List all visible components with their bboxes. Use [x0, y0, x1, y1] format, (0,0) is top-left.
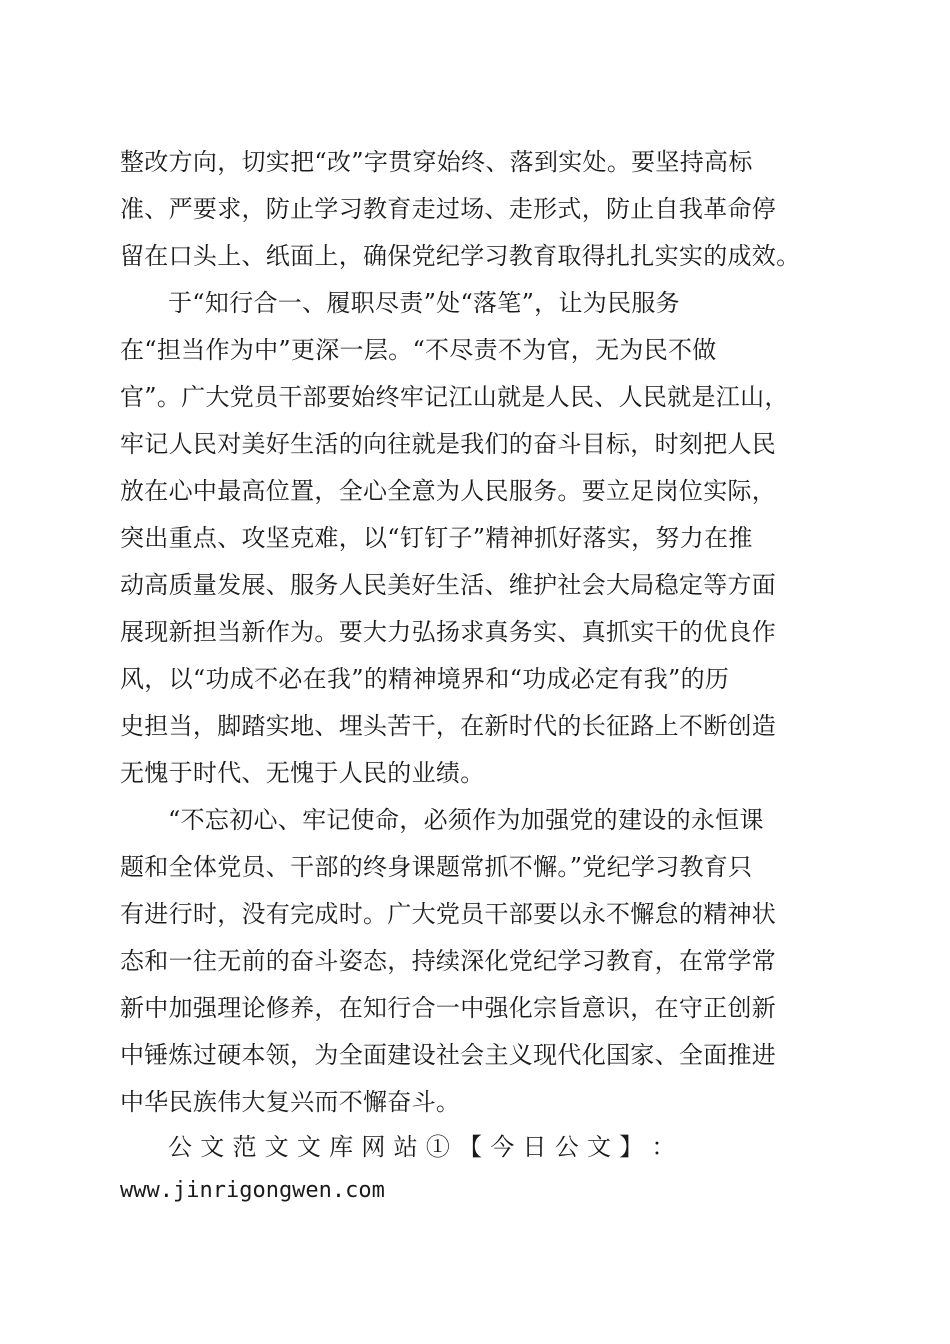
- paragraph-2-line-11: 无愧于时代、无愧于人民的业绩。: [120, 759, 485, 787]
- paragraph-3-line-4: 态和一往无前的奋斗姿态，持续深化党纪学习教育，在常学常: [120, 947, 777, 975]
- paragraph-2-line-8: 展现新担当新作为。要大力弘扬求真务实、真抓实干的优良作: [120, 618, 777, 646]
- footer-site-line: 公 文 范 文 文 库 网 站 ① 【 今 日 公 文 】 ：: [168, 1133, 676, 1161]
- paragraph-1-line-2: 准、严要求，防止学习教育走过场、走形式，防止自我革命停: [120, 195, 777, 223]
- paragraph-1-line-1: 整改方向，切实把“改”字贯穿始终、落到实处。要坚持高标: [120, 148, 753, 176]
- paragraph-2-line-10: 史担当，脚踏实地、埋头苦干，在新时代的长征路上不断创造: [120, 712, 777, 740]
- paragraph-2-line-1: 于“知行合一、履职尽责”处“落笔”，让为民服务: [168, 289, 680, 317]
- paragraph-2-line-9: 风，以“功成不必在我”的精神境界和“功成必定有我”的历: [120, 665, 730, 693]
- paragraph-2-line-3: 官”。广大党员干部要始终牢记江山就是人民、人民就是江山，: [120, 383, 789, 411]
- paragraph-2-line-7: 动高质量发展、服务人民美好生活、维护社会大局稳定等方面: [120, 571, 777, 599]
- paragraph-2-line-4: 牢记人民对美好生活的向往就是我们的奋斗目标，时刻把人民: [120, 430, 777, 458]
- paragraph-2-line-6: 突出重点、攻坚克难，以“钉钉子”精神抓好落实，努力在推: [120, 524, 753, 552]
- paragraph-3-line-1: “不忘初心、牢记使命，必须作为加强党的建设的永恒课: [168, 806, 764, 834]
- paragraph-3-line-2: 题和全体党员、干部的终身课题常抓不懈。”党纪学习教育只: [120, 853, 753, 881]
- paragraph-3-line-5: 新中加强理论修养，在知行合一中强化宗旨意识，在守正创新: [120, 994, 777, 1022]
- paragraph-2-line-5: 放在心中最高位置，全心全意为人民服务。要立足岗位实际，: [120, 477, 777, 505]
- paragraph-3-line-7: 中华民族伟大复兴而不懈奋斗。: [120, 1088, 461, 1116]
- paragraph-3-line-6: 中锤炼过硬本领，为全面建设社会主义现代化国家、全面推进: [120, 1041, 777, 1069]
- paragraph-3-line-3: 有进行时，没有完成时。广大党员干部要以永不懈怠的精神状: [120, 900, 777, 928]
- paragraph-1-line-3: 留在口头上、纸面上，确保党纪学习教育取得扎扎实实的成效。: [120, 242, 801, 270]
- paragraph-2-line-2: 在“担当作为中”更深一层。“不尽责不为官，无为民不做: [120, 336, 717, 364]
- footer-url[interactable]: www.jinrigongwen.com: [120, 1178, 385, 1203]
